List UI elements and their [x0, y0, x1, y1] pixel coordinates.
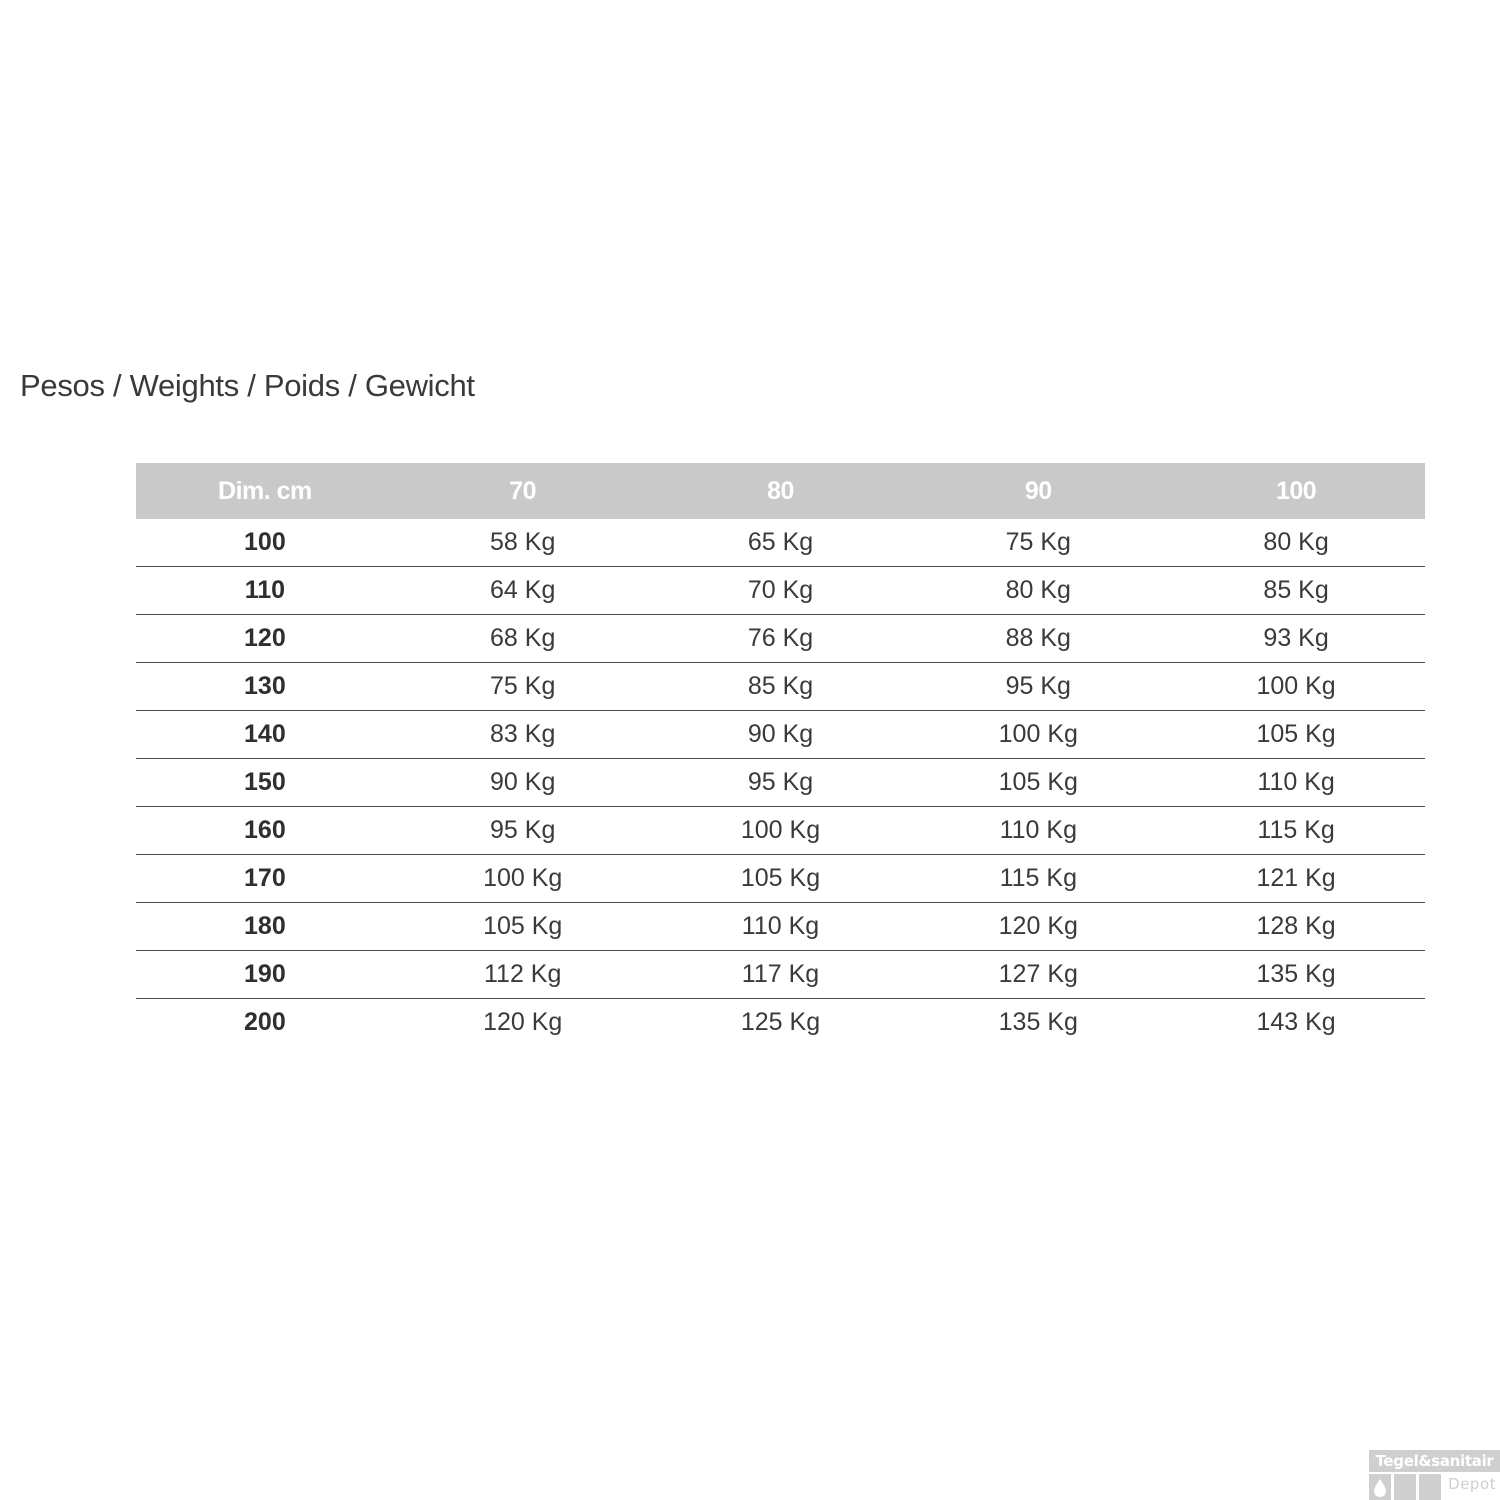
- header-90: 90: [909, 463, 1167, 519]
- weight-cell: 110 Kg: [1167, 759, 1425, 807]
- weight-cell: 125 Kg: [740, 1008, 821, 1036]
- weight-cell: 117 Kg: [652, 951, 910, 999]
- table-row: [136, 663, 1425, 711]
- row-dimension-cell: 180: [136, 903, 394, 951]
- table-row: [136, 807, 1425, 855]
- row-dimension-cell: 130: [136, 663, 394, 711]
- weight-cell: 80 Kg: [1167, 519, 1425, 567]
- weight-cell: 85 Kg: [652, 663, 910, 711]
- weight-cell: 95 Kg: [394, 807, 652, 855]
- weight-cell: 105 Kg: [1167, 711, 1425, 759]
- weight-cell: 105 Kg: [652, 855, 910, 903]
- table-row: [136, 759, 1425, 807]
- weight-cell: 135 Kg: [1167, 951, 1425, 999]
- weights-table: [136, 463, 1425, 1046]
- weight-cell: 70 Kg: [652, 567, 910, 615]
- weight-cell: 90 Kg: [652, 711, 910, 759]
- weight-cell: 100 Kg: [909, 711, 1167, 759]
- weight-cell: 105 Kg: [394, 903, 652, 951]
- weight-cell: 115 Kg: [1167, 807, 1425, 855]
- row-dimension-cell: 140: [136, 711, 394, 759]
- weight-cell: 64 Kg: [394, 567, 652, 615]
- table-body: [136, 519, 1425, 1046]
- table-row: [136, 903, 1425, 951]
- weight-cell: 90 Kg: [394, 759, 652, 807]
- weight-cell: 135 Kg: [998, 1008, 1078, 1036]
- weight-cell: 75 Kg: [394, 663, 652, 711]
- weight-cell: 95 Kg: [909, 663, 1167, 711]
- row-dimension-cell: 160: [136, 807, 394, 855]
- drop-icon: [1369, 1474, 1391, 1500]
- weight-cell: 76 Kg: [652, 615, 910, 663]
- weight-cell: 121 Kg: [1167, 855, 1425, 903]
- table-header: [136, 463, 1425, 519]
- weight-cell: 95 Kg: [652, 759, 910, 807]
- weight-cell: 100 Kg: [1167, 663, 1425, 711]
- page-title: Pesos / Weights / Poids / Gewicht: [20, 368, 475, 403]
- weight-cell: 88 Kg: [909, 615, 1167, 663]
- table-row: [136, 711, 1425, 759]
- row-dimension-cell: 150: [136, 759, 394, 807]
- table-row: [136, 855, 1425, 903]
- weight-cell: 115 Kg: [909, 855, 1167, 903]
- weight-cell: 100 Kg: [652, 807, 910, 855]
- weight-cell: 128 Kg: [1167, 903, 1425, 951]
- weight-cell: 105 Kg: [909, 759, 1167, 807]
- header-70: 70: [394, 463, 652, 519]
- weight-cell: 143 Kg: [1256, 1008, 1336, 1036]
- header-80: 80: [652, 463, 910, 519]
- table-row: [136, 999, 1425, 1047]
- logo-subtext: Depot: [1448, 1475, 1496, 1493]
- weight-cell: 93 Kg: [1167, 615, 1425, 663]
- row-dimension-cell: 190: [136, 951, 394, 999]
- header-row: [136, 463, 1425, 519]
- weight-cell: 127 Kg: [909, 951, 1167, 999]
- weight-cell: 100 Kg: [394, 855, 652, 903]
- row-dimension-cell: 120: [136, 615, 394, 663]
- table-row: [136, 567, 1425, 615]
- tile-icon: [1419, 1474, 1441, 1500]
- weight-cell: 85 Kg: [1167, 567, 1425, 615]
- weight-cell: 80 Kg: [909, 567, 1167, 615]
- brand-logo: [1369, 1450, 1500, 1500]
- tile-icon: [1394, 1474, 1416, 1500]
- table-row: [136, 615, 1425, 663]
- weight-cell: 68 Kg: [394, 615, 652, 663]
- header-dim-cm: Dim. cm: [136, 463, 394, 519]
- weight-cell: 120 Kg: [483, 1008, 563, 1036]
- weight-cell: 75 Kg: [909, 519, 1167, 567]
- weight-cell: 110 Kg: [652, 903, 910, 951]
- weight-cell: 110 Kg: [909, 807, 1167, 855]
- table-row: [136, 519, 1425, 567]
- weight-cell: 83 Kg: [394, 711, 652, 759]
- row-dimension-cell: 170: [136, 855, 394, 903]
- logo-text: Tegel&sanitair: [1369, 1450, 1500, 1472]
- weight-cell: 112 Kg: [394, 951, 652, 999]
- table-row: [136, 951, 1425, 999]
- row-dimension-cell: 100: [136, 519, 394, 567]
- weight-cell: 65 Kg: [652, 519, 910, 567]
- weight-cell: 58 Kg: [394, 519, 652, 567]
- weight-cell: 120 Kg: [909, 903, 1167, 951]
- row-dimension-cell: 110: [136, 567, 394, 615]
- header-100: 100: [1167, 463, 1425, 519]
- row-dimension-cell: 200: [244, 1008, 286, 1036]
